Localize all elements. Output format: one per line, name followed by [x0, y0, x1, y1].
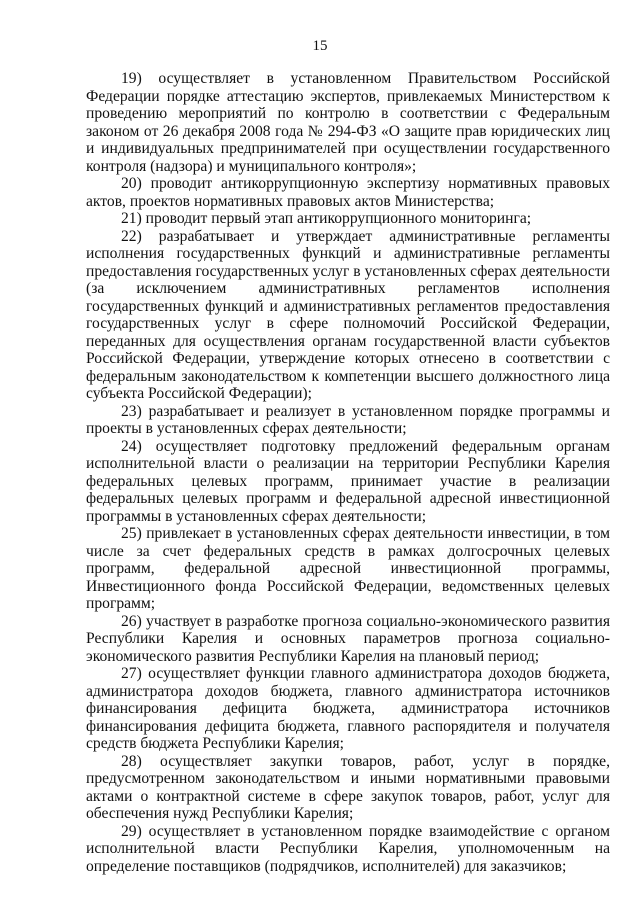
paragraph-21: 21) проводит первый этап антикоррупционного мониторинга; [121, 210, 532, 227]
paragraph-25: 25) привлекает в установленных сферах деятельности инвестиции, в том числе за счет федеральных средств в рамках долгосрочных целевых программ, федеральной адресной инвестиционной программы, Инвестиционного фонда Российской Федерации, ведомственных целевых программ; [86, 525, 610, 612]
paragraph-26: 26) участвует в разработке прогноза социально-экономического развития Республики Карелия и основных параметров прогноза социально-экономического развития Республики Карелия на плановый период; [86, 612, 610, 665]
paragraph-23: 23) разрабатывает и реализует в установленном порядке программы и проекты в установленных сферах деятельности; [86, 402, 610, 437]
paragraph-20: 20) проводит антикоррупционную экспертизу нормативных правовых актов, проектов нормативных правовых актов Министерства; [86, 175, 610, 210]
document-body [86, 70, 610, 875]
paragraph-29: 29) осуществляет в установленном порядке взаимодействие с органом исполнительной власти Республики Карелия, уполномоченным на определение поставщиков (подрядчиков, исполнителей) для заказчиков; [86, 822, 610, 875]
paragraph-22: 22) разрабатывает и утверждает административные регламенты исполнения государственных функций и административные регламенты предоставления государственных услуг в установленных сферах деятельности (за исключением административных регламентов исполнения государственных функций и административных регламентов предоставления государственных услуг в сфере полномочий Российской Федерации, переданных для осуществления органам государственной власти субъектов Российской Федерации, утверждение которых отнесено в соответствии с федеральным законодательством к компетенции высшего должностного лица субъекта Российской Федерации); [86, 227, 610, 402]
paragraph-28: 28) осуществляет закупки товаров, работ, услуг в порядке, предусмотренном законодательством и иными нормативными правовыми актами о контрактной системе в сфере закупок товаров, работ, услуг для обеспечения нужд Республики Карелия; [86, 752, 610, 822]
paragraph-27: 27) осуществляет функции главного администратора доходов бюджета, администратора доходов бюджета, главного администратора источников финансирования дефицита бюджета, администратора источников финансирования дефицита бюджета, главного распорядителя и получателя средств бюджета Республики Карелия; [86, 665, 610, 752]
paragraph-19: 19) осуществляет в установленном Правительством Российской Федерации порядке аттестацию экспертов, привлекаемых Министерством к проведению мероприятий по контролю в соответствии с Федеральным законом от 26 декабря 2008 года № 294-ФЗ «О защите прав юридических лиц и индивидуальных предпринимателей при осуществлении государственного контроля (надзора) и муниципального контроля»; [86, 70, 610, 175]
paragraph-24: 24) осуществляет подготовку предложений федеральным органам исполнительной власти о реализации на территории Республики Карелия федеральных целевых программ, принимает участие в реализации федеральных целевых программ и федеральной адресной инвестиционной программы в установленных сферах деятельности; [86, 437, 610, 525]
page-number: 15 [312, 38, 328, 54]
